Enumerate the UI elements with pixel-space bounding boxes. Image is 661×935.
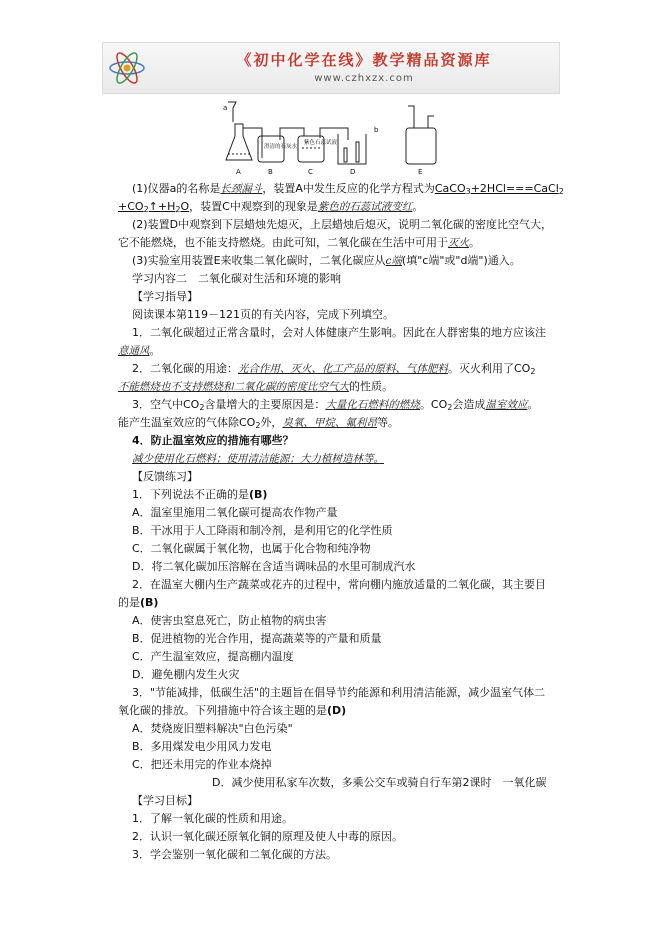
bottle-label-e: E [418, 168, 423, 176]
liquid-c-label: 紫色石蕊试液 [304, 140, 338, 146]
flask-a-shape [226, 124, 252, 160]
label-a: a [223, 104, 228, 112]
fq3-answer: (D) [327, 704, 347, 717]
answer-blank: 温室效应 [485, 399, 528, 411]
answer-blank: 大量化石燃料的燃烧 [325, 399, 420, 411]
header-banner [102, 42, 560, 94]
q2-line-1: (2)装置D中观察到下层蜡烛先熄灭，上层蜡烛后熄灭，说明二氧化碳的密度比空气大， [132, 218, 553, 231]
fq2-option-c: C．产生温室效应，提高棚内温度 [132, 650, 294, 663]
item-1-line-2: 意通风。 [118, 344, 161, 357]
answer-blank: 不能燃烧也不支持燃烧和二氧化碳的密度比空气大 [118, 381, 349, 393]
item-3-line-2: 能产生温室效应的气体除$CO_2$外，臭氧、甲烷、氟利昂等。 [118, 416, 399, 430]
beaker-d-shape [338, 134, 366, 164]
answer-blank: 减少使用化石燃料；使用清洁能源；大力植树造林等。 [132, 453, 384, 465]
fq2-stem-1: 2．在温室大棚内生产蔬菜或花卉的过程中，常向棚内施放适量的二氧化碳，其主要目 [132, 578, 546, 591]
feedback-heading: 【反馈练习】 [132, 470, 198, 483]
bottle-label-a: A [236, 168, 241, 176]
fq2-option-d: D．避免棚内发生火灾 [132, 668, 240, 681]
answer-blank: 意通风 [118, 345, 150, 357]
fq3-option-b: B．多用煤发电少用风力发电 [132, 740, 272, 753]
fq1-option-a: A．温室里施用二氧化碳可提高农作物产量 [132, 506, 338, 519]
item-2-line-1: 2．二氧化碳的用途：光合作用、灭火、化工产品的原料、气体肥料。灭火利用了$CO_2$ [132, 362, 536, 376]
q1-line-1: (1)仪器a的名称是长颈漏斗，装置A中发生反应的化学方程式为CaCO$_3$+2HCl===CaCl$_2$ [132, 182, 564, 196]
read-instruction: 阅读课本第119－121页的有关内容，完成下列填空。 [132, 308, 394, 321]
fq2-option-b: B．促进植物的光合作用，提高蔬菜等的产量和质量 [132, 632, 382, 645]
answer-blank: 紫色的石蕊试液变红 [317, 201, 413, 213]
goal-item: 2．认识一氧化碳还原氧化铜的原理及使人中毒的原因。 [132, 830, 403, 843]
fq1-option-b: B．干冰用于人工降雨和制冷剂，是利用它的化学性质 [132, 524, 393, 537]
fq3-stem-1: 3．"节能减排，低碳生活"的主题旨在倡导节约能源和利用清洁能源，减少温室气体二 [132, 686, 546, 699]
answer-blank: 灭火 [448, 237, 469, 249]
q3-line: (3)实验室用装置E来收集二氧化碳时，二氧化碳应从c端(填"c端"或"d端")通入。 [132, 254, 521, 267]
fq3-option-a: A．焚烧废旧塑料解决"白色污染" [132, 722, 293, 735]
guide-heading: 【学习指导】 [132, 290, 198, 303]
answer-blank: 长颈漏斗 [220, 183, 263, 195]
fq1-option-c: C．二氧化碳属于氧化物，也属于化合物和纯净物 [132, 542, 371, 555]
bottle-e-shape [406, 128, 436, 164]
bottle-label-c: C [308, 168, 313, 176]
item-4-question: 4．防止温室效应的措施有哪些？ [132, 434, 294, 447]
liquid-b-label: 澄清的石灰水 [264, 144, 298, 150]
answer-blank: 臭氧、甲烷、氟利昂 [282, 417, 377, 429]
q1-line-2: $+CO_2↑+H_2O$，装置C中观察到的现象是紫色的石蕊试液变红。 [118, 200, 424, 214]
bottle-label-d: D [350, 168, 356, 176]
fq3-option-c: C．把还未用完的作业本烧掉 [132, 758, 272, 771]
atom-logo-icon [107, 46, 147, 90]
section-heading: 学习内容二 二氧化碳对生活和环境的影响 [132, 272, 341, 285]
label-b: b [374, 126, 379, 134]
fq2-stem-2: 的是(B) [118, 596, 159, 609]
answer-blank: 光合作用、灭火、化工产品的原料、气体肥料 [238, 363, 448, 375]
apparatus-diagram [222, 98, 452, 178]
bottle-label-b: B [268, 168, 273, 176]
q2-line-2: 它不能燃烧，也不能支持燃烧。由此可知，二氧化碳在生活中可用于灭火。 [118, 236, 480, 249]
item-4-answer [132, 450, 572, 468]
goal-item: 1．了解一氧化碳的性质和用途。 [132, 812, 293, 825]
fq1-answer: (B) [249, 488, 268, 501]
answer-blank: c端 [385, 255, 402, 267]
item-3-line-1: 3．空气中$CO_2$含量增大的主要原因是：大量化石燃料的燃烧。$CO_2$会造成温室效应。 [132, 398, 539, 412]
goals-heading: 【学习目标】 [132, 794, 198, 807]
fq1-option-d: D．将二氧化碳加压溶解在含适当调味品的水里可制成汽水 [132, 560, 416, 573]
item-2-line-2: 不能燃烧也不支持燃烧和二氧化碳的密度比空气大的性质。 [118, 380, 393, 393]
fq2-answer: (B) [140, 596, 159, 609]
banner-title: 《初中化学在线》教学精品资源库 [236, 51, 492, 69]
fq3-option-d: D．减少使用私家车次数，多乘公交车或骑自行车第2课时 一氧化碳 [212, 776, 547, 789]
fq1-stem: 1．下列说法不正确的是(B) [132, 488, 268, 501]
fq3-stem-2: 氧化碳的排放。下列措施中符合该主题的是(D) [118, 704, 347, 717]
goal-item: 3．学会鉴别一氧化碳和二氧化碳的方法。 [132, 848, 337, 861]
banner-url: www.czhxzx.com [314, 73, 414, 84]
thistle-funnel-shape [228, 102, 236, 122]
fq2-option-a: A．使害虫窒息死亡，防止植物的病虫害 [132, 614, 327, 627]
item-1-line-1: 1．二氧化碳超过正常含量时，会对人体健康产生影响。因此在人群密集的地方应该注 [132, 326, 546, 339]
